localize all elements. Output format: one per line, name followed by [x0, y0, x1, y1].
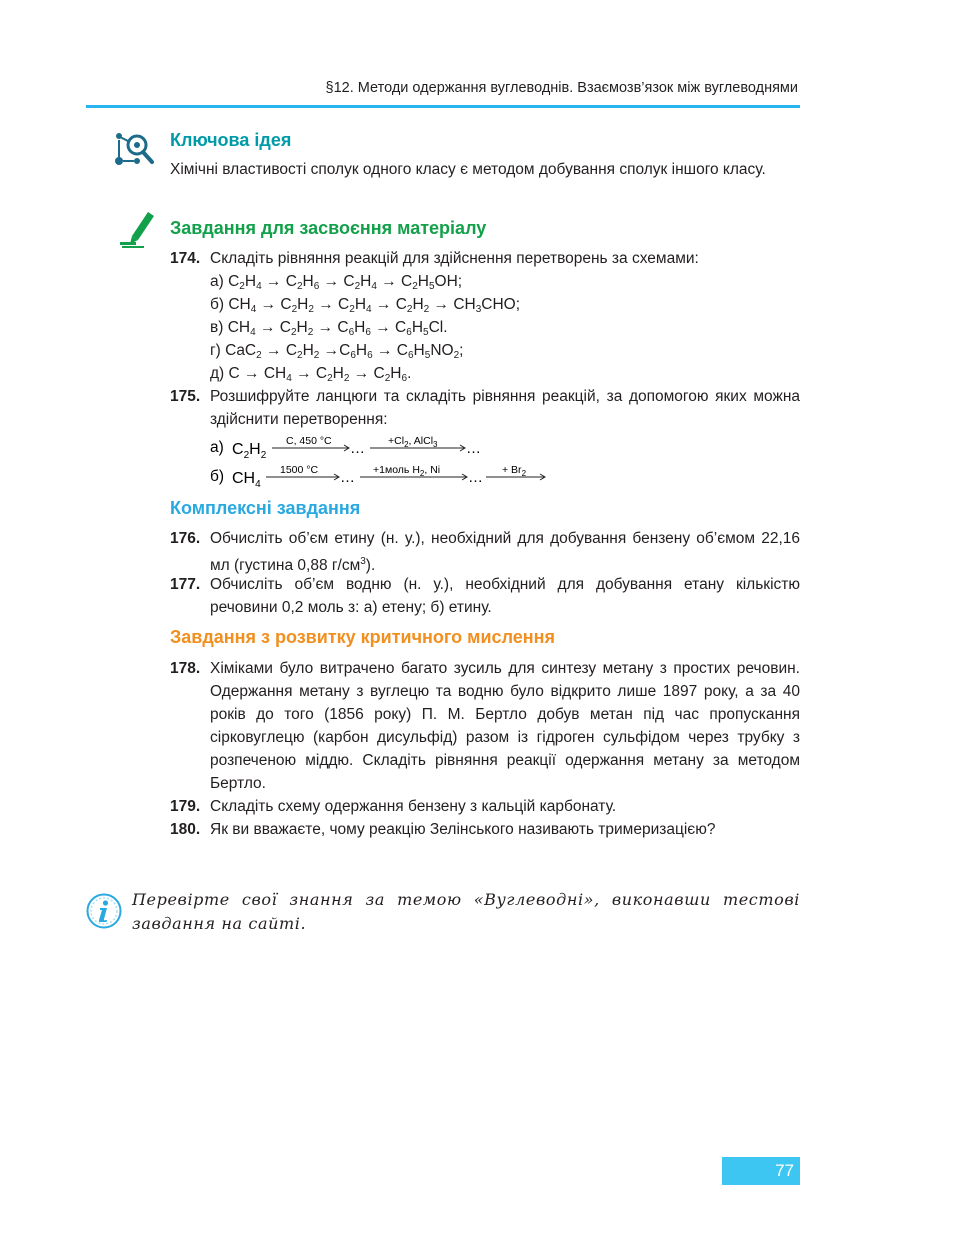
chain-a — [210, 432, 570, 462]
task-text: Обчисліть об’єм етину (н. у.), необхідний для добування бензену об’ємом 22,16 мл (густина 0,88 $г/см^3$). — [210, 530, 800, 575]
info-icon — [86, 893, 122, 929]
chain-label: а) — [210, 439, 224, 456]
key-idea-heading: Ключова ідея — [170, 130, 292, 150]
condition-label: + $Br_2$ — [502, 464, 527, 478]
scheme-v: в) $CH_4 \to C_2H_2 \to C_6H_6 \to C_6H_5Cl$. — [210, 319, 448, 338]
tasks-heading: Завдання для засвоєння матеріалу — [170, 218, 487, 238]
chain-dots: … — [350, 440, 365, 457]
page-number-box — [722, 1157, 800, 1185]
task-176 — [170, 527, 800, 577]
task-177 — [170, 573, 800, 619]
scheme-d: д) $C \to CH_4 \to C_2H_2 \to C_2H_6$. — [210, 365, 412, 384]
task-text: Обчисліть об’єм водню (н. у.), необхідний для добування етану кількістю речовини 0,2 моль з: а) етену; б) етину. — [210, 576, 800, 616]
critical-heading: Завдання з розвитку критичного мислення — [170, 627, 556, 647]
task-number: 177. — [170, 576, 201, 593]
task-174 — [170, 247, 800, 270]
condition-label: 1500 °C — [280, 464, 319, 476]
scheme-b: б) $CH_4 \to C_2H_2 \to C_2H_4 \to C_2H_2 \to CH_3CHO$; — [210, 296, 521, 315]
task-text: Складіть схему одержання бензену з кальцій карбонату. — [210, 798, 617, 815]
chain-start: $CH_4$ — [232, 470, 261, 490]
task-text: Хіміками було витрачено багато зусиль для синтезу метану з простих речовин. Одержання метану з вуглецю та водню було відкрито лише 1897 року, а за 40 років до того (1856 року) П. М. Бертло добув метан під час пропускання сірковуглецю (карбон дисульфід) разом із гідроген сульфідом через трубку з розпеченою міддю. Складіть рівняння реакції одержання метану за методом Бертло. — [210, 660, 800, 792]
chain-start: $C_2H_2$ — [232, 441, 267, 461]
condition-label: $+Cl_2$, AlCl$_3$ — [388, 435, 438, 449]
complex-heading: Комплексні завдання — [170, 498, 361, 518]
chain-label: б) — [210, 468, 225, 485]
task-178 — [170, 657, 800, 795]
pencil-icon — [118, 206, 160, 248]
scheme-g: г) $CaC_2 \to C_2H_2 \to C_6H_6 \to C_6H_5NO_2$; — [210, 342, 464, 361]
key-idea-text: Хімічні властивості сполук одного класу є методом добування сполук іншого класу. — [170, 161, 766, 178]
task-179 — [170, 795, 800, 818]
chain-dots: … — [468, 469, 483, 486]
task-number: 176. — [170, 530, 201, 547]
task-number: 174. — [170, 250, 201, 267]
header-rule — [86, 105, 800, 108]
task-number: 180. — [170, 821, 201, 838]
page-number: 77 — [775, 1161, 794, 1180]
condition-label: C, 450 °C — [286, 435, 332, 447]
task-175 — [170, 385, 800, 431]
condition-label: +1моль $H_2$, Ni — [373, 464, 441, 478]
info-note: Перевірте свої знання за темою «Вуглеводні», виконавши тестові завдання на сайті. — [132, 890, 800, 933]
task-number: 179. — [170, 798, 201, 815]
scheme-a: а) $C_2H_4 \to C_2H_6 \to C_2H_4 \to C_2H_5OH$; — [210, 273, 463, 292]
chain-b — [210, 461, 570, 491]
chain-dots: … — [340, 469, 355, 486]
task-text: Розшифруйте ланцюги та складіть рівняння реакцій, за допомогою яких можна здійснити перетворення: — [210, 388, 800, 428]
task-number: 175. — [170, 388, 201, 405]
task-180 — [170, 818, 800, 841]
running-header: §12. Методи одержання вуглеводнів. Взаємозв’язок між вуглеводнями — [325, 80, 798, 96]
magnifier-molecule-icon — [110, 128, 156, 172]
task-text: Як ви вважаєте, чому реакцію Зелінського називають тримеризацією? — [210, 821, 716, 838]
task-text: Складіть рівняння реакцій для здійснення перетворень за схемами: — [210, 250, 699, 267]
task-number: 178. — [170, 660, 201, 677]
chain-dots: … — [466, 440, 481, 457]
